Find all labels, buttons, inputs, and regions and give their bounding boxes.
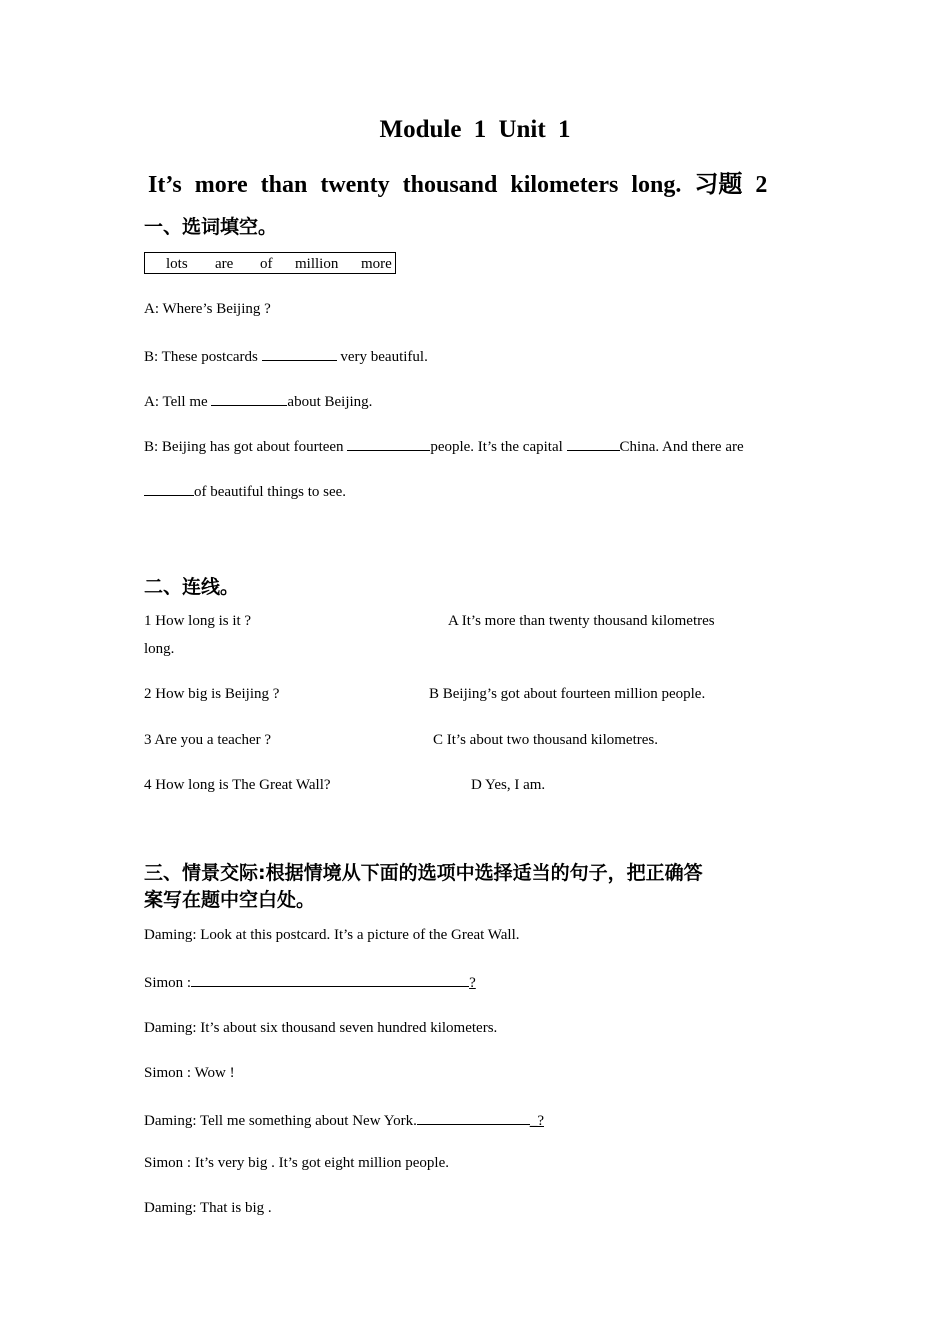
section3-heading-line1: 三、情景交际:根据情境从下面的选项中选择适当的句子，把正确答 [144, 862, 703, 884]
s1-line-3-text-a: A: Tell me [144, 394, 212, 410]
s1-line-4-text-c: China. And there are [619, 439, 744, 455]
word-bank-item: million [295, 256, 339, 272]
dialogue-simon-1-label: Simon : [144, 975, 192, 991]
match-answer-c: C It’s about two thousand kilometres. [433, 732, 658, 748]
match-question-4: 4 How long is The Great Wall? [144, 777, 331, 793]
word-bank-item: of [260, 256, 273, 272]
dialogue-daming-3-end: _? [529, 1113, 544, 1129]
dialogue-daming-1: Daming: Look at this postcard. It’s a picture of the Great Wall. [144, 927, 520, 943]
match-answer-b: B Beijing’s got about fourteen million people. [429, 686, 706, 702]
match-question-2: 2 How big is Beijing ? [144, 686, 280, 702]
dialogue-simon-2: Simon : Wow ! [144, 1065, 235, 1081]
match-question-3: 3 Are you a teacher ? [144, 732, 272, 748]
fill-blank[interactable] [144, 481, 194, 496]
fill-blank[interactable] [211, 391, 287, 406]
fill-blank[interactable] [262, 346, 337, 361]
dialogue-simon-1-end: ? [469, 975, 476, 991]
match-question-1: 1 How long is it ? [144, 613, 252, 629]
dialogue-daming-2: Daming: It’s about six thousand seven hundred kilometers. [144, 1020, 498, 1036]
fill-blank[interactable] [347, 436, 430, 451]
page-title: Module 1 Unit 1 [379, 116, 571, 143]
dialogue-simon-1 [144, 972, 476, 992]
section3-heading-line2: 案写在题中空白处。 [144, 889, 316, 911]
answer-blank[interactable] [417, 1110, 530, 1125]
s1-line-5-text: of beautiful things to see. [194, 484, 347, 500]
s1-line-5 [144, 481, 346, 501]
word-bank-item: lots [166, 256, 188, 272]
answer-blank[interactable] [191, 972, 469, 987]
s1-line-2-text-a: B: These postcards [144, 349, 262, 365]
word-bank-item: are [215, 256, 234, 272]
match-answer-d: D Yes, I am. [471, 777, 546, 793]
dialogue-daming-4: Daming: That is big . [144, 1200, 272, 1216]
s1-line-4-text-b: people. It’s the capital [430, 439, 567, 455]
s1-line-1: A: Where’s Beijing ? [144, 301, 271, 317]
match-answer-a: A It’s more than twenty thousand kilometres [448, 613, 715, 629]
s1-line-4-text-a: B: Beijing has got about fourteen [144, 439, 348, 455]
match-answer-a-cont: long. [144, 641, 175, 657]
fill-blank[interactable] [567, 436, 620, 451]
word-bank-item: more [361, 256, 392, 272]
section1-heading: 一、选词填空。 [144, 216, 278, 238]
s1-line-2 [144, 346, 428, 366]
dialogue-simon-3: Simon : It’s very big . It’s got eight million people. [144, 1155, 449, 1171]
s1-line-4 [144, 436, 744, 456]
s1-line-3 [144, 391, 372, 411]
s1-line-2-text-b: very beautiful. [336, 349, 428, 365]
s1-line-3-text-b: about Beijing. [287, 394, 373, 410]
page-subtitle: It’s more than twenty thousand kilometers long. 习题 2 [148, 172, 768, 198]
dialogue-daming-3 [144, 1110, 544, 1130]
dialogue-daming-3-text: Daming: Tell me something about New York. [144, 1113, 417, 1129]
section2-heading: 二、连线。 [144, 576, 240, 598]
word-bank-box [144, 252, 396, 274]
